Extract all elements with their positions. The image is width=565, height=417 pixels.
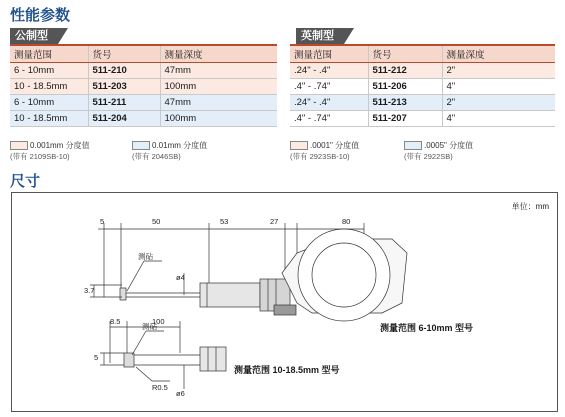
cell-depth: 47mm [160, 95, 277, 111]
imperial-tag: 英制型 [296, 28, 344, 44]
dim-label: 80 [342, 217, 351, 226]
metric-legend-1: 0.001mm 分度值 (带有 2109SB-10) [10, 141, 90, 161]
dim-label: 3.7 [84, 286, 95, 295]
cell-range: .4" - .74" [290, 111, 368, 127]
cell-range: .24" - .4" [290, 95, 368, 111]
table-row [10, 111, 277, 127]
cell-range: .24" - .4" [290, 63, 368, 79]
dim-label: 53 [220, 217, 229, 226]
metric-spec-table [10, 44, 277, 127]
unit-label: 单位：mm [511, 202, 549, 211]
legend-swatch [10, 141, 28, 150]
metric-tag: 公制型 [10, 28, 58, 44]
dia-label-lower: ø6 [176, 389, 185, 398]
cell-range: .4" - .74" [290, 79, 368, 95]
dim-label: 100 [152, 317, 165, 326]
imperial-legend-2: .0005" 分度值 (带有 2922SB) [404, 141, 474, 161]
cell-depth: 2" [442, 95, 555, 111]
cell-depth: 4" [442, 79, 555, 95]
table-row [290, 111, 555, 127]
table-row [10, 95, 277, 111]
cell-depth: 100mm [160, 111, 277, 127]
dimensions-section-title: 尺寸 [10, 173, 41, 190]
header-depth: 测量深度 [442, 45, 555, 63]
spec-section-title: 性能参数 [10, 7, 71, 24]
anvil-label-lower: 测砧 [142, 322, 157, 331]
table-row [290, 63, 555, 79]
dim-label: 5 [94, 353, 99, 362]
cell-code: 511-203 [88, 79, 160, 95]
table-row [290, 79, 555, 95]
cell-code: 511-207 [368, 111, 442, 127]
cell-code: 511-210 [88, 63, 160, 79]
legend-swatch [404, 141, 422, 150]
anvil-label-upper: 测砧 [138, 252, 153, 261]
legend-swatch [290, 141, 308, 150]
cell-code: 511-211 [88, 95, 160, 111]
header-code: 货号 [368, 45, 442, 63]
header-depth: 测量深度 [160, 45, 277, 63]
header-code: 货号 [88, 45, 160, 63]
caption-lower-model: 测量范围 10-18.5mm 型号 [234, 365, 340, 375]
cell-code: 511-204 [88, 111, 160, 127]
header-range: 测量范围 [290, 45, 368, 63]
cell-code: 511-212 [368, 63, 442, 79]
dim-label: 5 [100, 217, 105, 226]
cell-code: 511-213 [368, 95, 442, 111]
dim-label: 50 [152, 217, 161, 226]
dim-label: 27 [270, 217, 279, 226]
caption-upper-model: 测量范围 6-10mm 型号 [380, 323, 474, 333]
table-row [290, 95, 555, 111]
imperial-legend-1: .0001" 分度值 (带有 2923SB-10) [290, 141, 360, 161]
table-row [10, 63, 277, 79]
metric-legend-2: 0.01mm 分度值 (带有 2046SB) [132, 141, 208, 161]
dia-label-upper: ø4 [176, 273, 185, 282]
dimension-drawing [11, 192, 558, 412]
cell-depth: 47mm [160, 63, 277, 79]
cell-range: 6 - 10mm [10, 63, 88, 79]
cell-range: 10 - 18.5mm [10, 79, 88, 95]
cell-depth: 4" [442, 111, 555, 127]
cell-range: 10 - 18.5mm [10, 111, 88, 127]
cell-depth: 100mm [160, 79, 277, 95]
cell-range: 6 - 10mm [10, 95, 88, 111]
cell-code: 511-206 [368, 79, 442, 95]
header-range: 测量范围 [10, 45, 88, 63]
radius-label: R0.5 [152, 383, 168, 392]
dim-label: 8.5 [110, 317, 121, 326]
legend-swatch [132, 141, 150, 150]
table-row [10, 79, 277, 95]
cell-depth: 2" [442, 63, 555, 79]
imperial-spec-table [290, 44, 555, 127]
technical-drawing-svg [12, 193, 557, 411]
